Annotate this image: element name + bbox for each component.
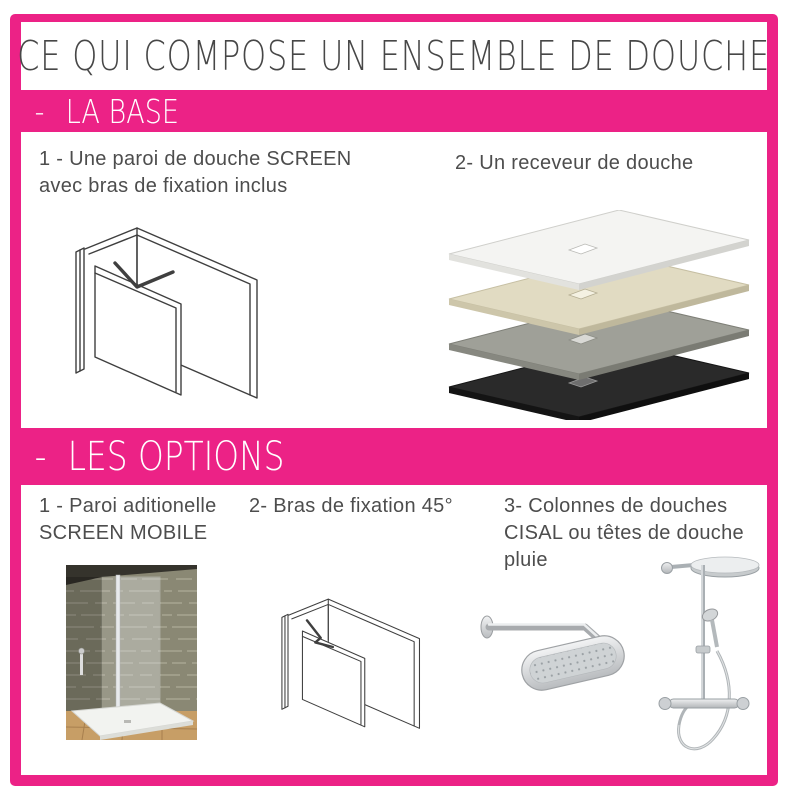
section-banner-les-options — [10, 428, 778, 485]
section-la-base — [21, 132, 767, 428]
section-les-options — [21, 485, 767, 775]
title-box — [17, 22, 771, 90]
banner-label-les-options: LES OPTIONS — [67, 433, 285, 480]
banner-label-la-base: LA BASE — [65, 91, 180, 131]
caption-bras-fixation: 2- Bras de fixation 45° — [249, 495, 453, 517]
caption-paroi-screen: 1 - Une paroi de douche SCREEN avec bras de fixation inclus — [39, 148, 352, 197]
shower-column-icon — [651, 551, 763, 769]
fixed-screen-illustration — [59, 216, 309, 416]
banner-dash: - — [34, 91, 45, 131]
section-banner-la-base — [10, 90, 778, 132]
mobile-screen-photo — [66, 565, 197, 740]
fixation-arm-45-illustration — [269, 571, 459, 761]
page-title: CE QUI COMPOSE UN ENSEMBLE DE DOUCHE — [17, 32, 771, 80]
rain-shower-head-illustration — [477, 591, 632, 701]
shower-tray-stack-illustration — [441, 210, 756, 420]
walk-in-screen-drawing-icon — [59, 216, 309, 416]
shower-column-illustration — [651, 551, 763, 769]
45-degree-arm-drawing-icon — [269, 571, 459, 761]
shower-enclosure-photo-icon — [66, 565, 197, 740]
shower-trays-icon — [441, 210, 756, 420]
caption-colonnes: 3- Colonnes de douches CISAL ou têtes de douche pluie — [504, 495, 744, 571]
caption-paroi-aditionelle: 1 - Paroi aditionelle SCREEN MOBILE — [39, 495, 217, 544]
caption-receveur: 2- Un receveur de douche — [455, 152, 694, 174]
shower-head-arm-icon — [477, 591, 632, 701]
banner-dash: - — [34, 433, 47, 480]
pink-frame — [10, 14, 778, 786]
